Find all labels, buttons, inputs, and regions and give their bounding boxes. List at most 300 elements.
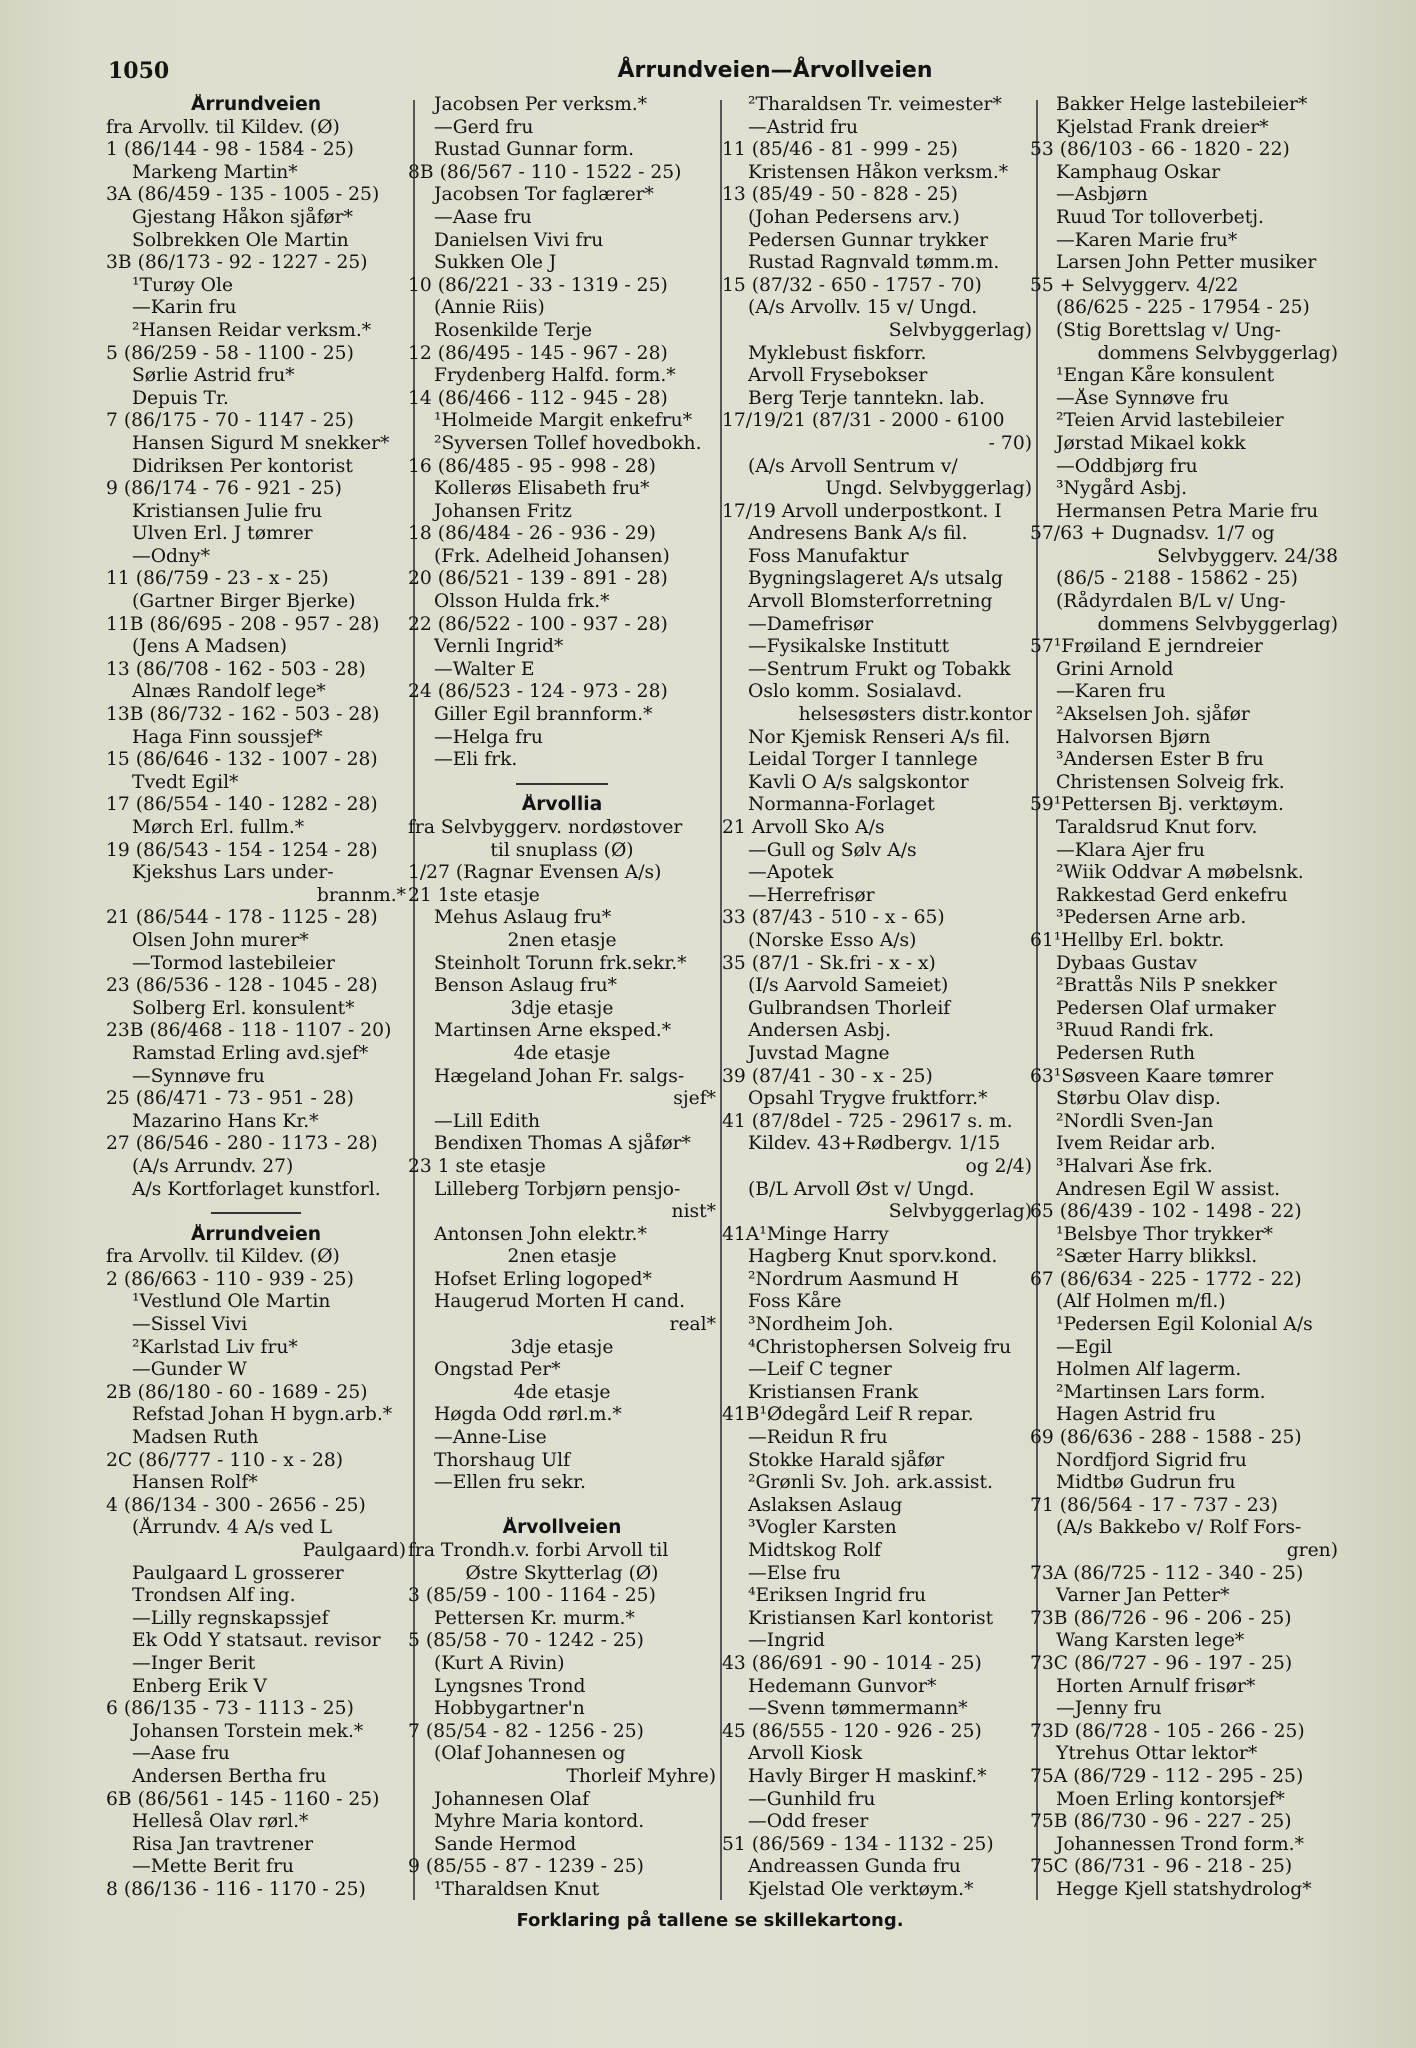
address-line: 75B (86/730 - 96 - 227 - 25) (1030, 1811, 1292, 1833)
entry-line: —Anne-Lise (434, 1427, 547, 1449)
entry-line: Johansen Fritz (434, 500, 572, 522)
entry-line: —Egil (1056, 1336, 1113, 1358)
entry-line: Kjelstad Ole verktøym.* (748, 1878, 974, 1900)
entry-line: —Fysikalske Institutt (748, 636, 950, 658)
entry-line: Danielsen Vivi fru (434, 229, 604, 251)
entry-line: Holmen Alf lagerm. (1056, 1359, 1242, 1381)
entry-line: ¹Pedersen Egil Kolonial A/s (1056, 1314, 1313, 1336)
entry-line: —Herrefrisør (748, 884, 875, 906)
entry-line: Mørch Erl. fullm.* (132, 817, 305, 838)
entry-line: (Norske Esso A/s) (748, 929, 917, 951)
entry-line: Ungd. Selvbyggerlag) (825, 478, 1032, 500)
entry-line: Juvstad Magne (748, 1042, 890, 1064)
address-line: 73D (86/728 - 105 - 266 - 25) (1030, 1720, 1305, 1742)
entry-line: ²Nordrum Aasmund H (748, 1268, 959, 1290)
entry-line: Ytrehus Ottar lektor* (1056, 1743, 1258, 1765)
entry-line: —Synnøve fru (132, 1065, 265, 1087)
entry-line: Pedersen Olaf urmaker (1056, 997, 1276, 1019)
entry-line: —Leif C tegner (748, 1359, 892, 1381)
address-line: 22 (86/522 - 100 - 937 - 28) (408, 613, 668, 635)
entry-line: Stokke Harald sjåfør (748, 1449, 945, 1471)
entry-line: —Asbjørn (1056, 184, 1148, 206)
entry-line: (A/s Arvollv. 15 v/ Ungd. (748, 297, 978, 319)
entry-line: Hedemann Gunvor* (748, 1675, 937, 1697)
entry-line: ¹Turøy Ole (132, 274, 234, 296)
address-line: 11 (85/46 - 81 - 999 - 25) (722, 139, 958, 161)
entry-line: —Astrid fru (748, 116, 858, 138)
entry-line: —Walter E (434, 658, 535, 680)
entry-line: ³Halvari Åse frk. (1056, 1155, 1213, 1177)
address-line: 17/19/21 (87/31 - 2000 - 6100 (722, 410, 1005, 432)
entry-line: —Sissel Vivi (132, 1314, 248, 1336)
street-heading: Årrundveien (190, 1223, 322, 1245)
entry-line: ⁴Christophersen Solveig fru (748, 1336, 1012, 1358)
entry-line: ²Brattås Nils P snekker (1056, 975, 1277, 997)
address-line: 15 (86/646 - 132 - 1007 - 28) (106, 749, 378, 771)
address-line: 9 (85/55 - 87 - 1239 - 25) (408, 1856, 644, 1878)
entry-line: Helleså Olav rørl.* (132, 1811, 309, 1833)
address-line: 65 (86/439 - 102 - 1498 - 22) (1030, 1201, 1302, 1223)
street-heading: Årvollia (521, 794, 603, 816)
entry-line: ²Teien Arvid lastebileier (1056, 410, 1284, 432)
address-line: 3dje etasje (510, 997, 614, 1019)
entry-line: (Rådyrdalen B/L v/ Ung- (1056, 591, 1286, 613)
entry-line: Bendixen Thomas A sjåfør* (434, 1133, 691, 1155)
entry-line: Gjestang Håkon sjåfør* (132, 206, 353, 228)
entry-line: Thorleif Myhre) (566, 1765, 716, 1787)
entry-line: Nordfjord Sigrid fru (1056, 1449, 1247, 1471)
address-line: 57¹Frøiland E jerndreier (1030, 636, 1263, 658)
entry-line: (86/625 - 225 - 17954 - 25) (1056, 297, 1310, 319)
entry-line: Enberg Erik V (132, 1675, 267, 1697)
address-line: 25 (86/471 - 73 - 951 - 28) (106, 1088, 354, 1110)
address-line: 11B (86/695 - 208 - 957 - 28) (106, 613, 380, 635)
entry-line: —Mette Berit fru (132, 1856, 294, 1878)
entry-line: Tvedt Egil* (132, 771, 239, 793)
entry-line: Dybaas Gustav (1056, 952, 1198, 974)
address-line: 2B (86/180 - 60 - 1689 - 25) (106, 1381, 368, 1403)
entry-line: Madsen Ruth (132, 1427, 259, 1449)
address-line: 61¹Hellby Erl. boktr. (1030, 929, 1225, 951)
entry-line: Opsahl Trygve fruktforr.* (748, 1088, 988, 1110)
entry-line: Kjelstad Frank dreier* (1056, 116, 1269, 138)
entry-line: Sande Hermod (434, 1833, 577, 1855)
entry-line: Solbrekken Ole Martin (132, 229, 349, 251)
page-number: 1050 (108, 58, 170, 84)
entry-line: Kjekshus Lars under- (132, 862, 334, 884)
address-line: 57/63 + Dugnadsv. 1/7 og (1030, 523, 1275, 545)
address-line: 13 (85/49 - 50 - 828 - 25) (722, 184, 958, 206)
entry-line: Solberg Erl. konsulent* (132, 997, 355, 1019)
entry-line: Vernli Ingrid* (434, 636, 564, 658)
address-line: 24 (86/523 - 124 - 973 - 28) (408, 681, 668, 703)
entry-line: Johannessen Trond form.* (1056, 1833, 1304, 1855)
entry-line: Paulgaard L grosserer (132, 1562, 344, 1584)
address-line: 6 (86/135 - 73 - 1113 - 25) (106, 1698, 354, 1720)
entry-line: Hofset Erling logoped* (434, 1268, 652, 1290)
entry-line: Normanna-Forlaget (748, 794, 935, 816)
entry-line: ¹Belsbye Thor trykker* (1056, 1223, 1273, 1245)
entry-line: —Gull og Sølv A/s (748, 839, 917, 861)
address-line: 41 (87/8del - 725 - 29617 s. m. (722, 1110, 1013, 1132)
entry-line: Antonsen John elektr.* (434, 1223, 647, 1245)
entry-line: Ulven Erl. J tømrer (132, 523, 313, 545)
address-line: 67 (86/634 - 225 - 1772 - 22) (1030, 1268, 1302, 1290)
address-line: 6B (86/561 - 145 - 1160 - 25) (106, 1788, 380, 1810)
entry-line: (I/s Aarvold Sameiet) (748, 975, 949, 997)
address-line: 55 + Selvyggerv. 4/22 (1030, 274, 1239, 296)
entry-line: Havly Birger H maskinf.* (748, 1765, 987, 1787)
entry-line: Kristensen Håkon verksm.* (748, 161, 1009, 183)
entry-line: Østre Skytterlag (Ø) (465, 1562, 659, 1584)
entry-line: Grini Arnold (1056, 658, 1174, 680)
entry-line: Jacobsen Tor faglærer* (434, 184, 654, 206)
entry-line: ²Karlstad Liv fru* (132, 1336, 298, 1358)
entry-line: Mazarino Hans Kr.* (132, 1110, 319, 1132)
entry-line: Kamphaug Oskar (1056, 161, 1221, 183)
running-header: Årrundveien—Årvollveien (617, 58, 933, 83)
entry-line: Varner Jan Petter* (1056, 1585, 1230, 1607)
address-line: 73B (86/726 - 96 - 206 - 25) (1030, 1607, 1292, 1629)
entry-line: —Gunhild fru (748, 1788, 876, 1810)
address-line: 4 (86/134 - 300 - 2656 - 25) (106, 1494, 366, 1516)
entry-line: Foss Kåre (748, 1291, 842, 1313)
entry-line: Hermansen Petra Marie fru (1056, 500, 1319, 522)
entry-line: (Årrundv. 4 A/s ved L (132, 1517, 332, 1539)
entry-line: Moen Erling kontorsjef* (1056, 1788, 1285, 1810)
entry-line: Lyngsnes Trond (434, 1675, 586, 1697)
street-heading: Årvollveien (502, 1517, 622, 1539)
entry-line: Hagberg Knut sporv.kond. (748, 1246, 998, 1268)
entry-line: Ivem Reidar arb. (1056, 1133, 1216, 1155)
section-divider (408, 772, 716, 795)
entry-line: Andersen Bertha fru (132, 1765, 327, 1787)
entry-line: Benson Aslaug fru* (434, 975, 618, 997)
address-line: 23 (86/536 - 128 - 1045 - 28) (106, 975, 378, 997)
entry-line: (Johan Pedersens arv.) (748, 206, 960, 228)
entry-line: Myhre Maria kontord. (434, 1811, 645, 1833)
address-line: 2nen etasje (507, 929, 617, 951)
entry-line: Refstad Johan H bygn.arb.* (132, 1404, 393, 1426)
entry-line: ³Nygård Asbj. (1056, 478, 1188, 500)
entry-line: ³Nordheim Joh. (748, 1314, 894, 1336)
entry-line: —Karen fru (1056, 681, 1166, 703)
address-line: 45 (86/555 - 120 - 926 - 25) (722, 1720, 982, 1742)
entry-line: ³Ruud Randi frk. (1056, 1020, 1215, 1042)
entry-line: Wang Karsten lege* (1056, 1630, 1245, 1652)
address-line: 73C (86/727 - 96 - 197 - 25) (1030, 1652, 1293, 1674)
address-line: 33 (87/43 - 510 - x - 65) (722, 907, 945, 929)
address-line: 1 (86/144 - 98 - 1584 - 25) (106, 139, 354, 161)
entry-line: Mehus Aslaug fru* (434, 907, 612, 929)
address-line: 39 (87/41 - 30 - x - 25) (722, 1065, 933, 1087)
entry-line: real* (669, 1314, 716, 1336)
entry-line: Larsen John Petter musiker (1056, 252, 1317, 274)
entry-line: —Ingrid (748, 1630, 825, 1652)
entry-line: ²Akselsen Joh. sjåfør (1056, 704, 1250, 726)
entry-line: og 2/4) (965, 1155, 1032, 1177)
entry-line: Midtskog Rolf (748, 1540, 881, 1561)
address-line: 11 (86/759 - 23 - x - 25) (106, 568, 329, 590)
entry-line: Andersen Asbj. (748, 1020, 891, 1042)
address-line: 2 (86/663 - 110 - 939 - 25) (106, 1268, 354, 1290)
address-line: 53 (86/103 - 66 - 1820 - 22) (1030, 139, 1290, 161)
entry-line: Johannesen Olaf (434, 1788, 590, 1810)
entry-line: Paulgaard) (302, 1540, 406, 1561)
entry-line: ³Vogler Karsten (748, 1517, 897, 1539)
entry-line: Hansen Sigurd M snekker* (132, 432, 390, 454)
entry-line: Depuis Tr. (132, 387, 229, 409)
entry-line: —Helga fru (434, 726, 543, 748)
address-line: 20 (86/521 - 139 - 891 - 28) (408, 568, 668, 590)
column-1 (106, 94, 406, 1904)
address-line: 19 (86/543 - 154 - 1254 - 28) (106, 839, 378, 861)
entry-line: Aslaksen Aslaug (748, 1494, 903, 1516)
address-line: 13B (86/732 - 162 - 503 - 28) (106, 704, 380, 726)
entry-line: Sukken Ole J (434, 252, 557, 274)
address-line: 13 (86/708 - 162 - 503 - 28) (106, 658, 366, 680)
entry-line: nist* (671, 1201, 716, 1223)
address-line: 2C (86/777 - 110 - x - 28) (106, 1449, 344, 1471)
entry-line: —Gerd fru (434, 116, 534, 138)
entry-line: ³Andersen Ester B fru (1056, 749, 1264, 771)
entry-line: —Odd freser (748, 1811, 869, 1833)
entry-line: (Olaf Johannesen og (434, 1743, 626, 1765)
entry-line: fra Arvollv. til Kildev. (Ø) (106, 116, 340, 138)
entry-line: Trondsen Alf ing. (132, 1585, 296, 1607)
address-line: 63¹Søsveen Kaare tømrer (1030, 1065, 1274, 1087)
entry-line: Nor Kjemisk Renseri A/s fil. (748, 726, 1011, 748)
address-line: 23 1 ste etasje (408, 1155, 546, 1177)
entry-line: —Aase fru (132, 1743, 230, 1765)
footer-note: Forklaring på tallene se skillekartong. (516, 1910, 904, 1931)
street-heading: Årrundveien (190, 94, 322, 115)
address-line: 10 (86/221 - 33 - 1319 - 25) (408, 274, 668, 296)
entry-line: (Alf Holmen m/fl.) (1056, 1291, 1226, 1313)
entry-line: Olsen John murer* (132, 929, 309, 951)
entry-line: ¹Tharaldsen Knut (434, 1878, 600, 1900)
entry-line: fra Selvbyggerv. nordøstover (408, 817, 683, 838)
entry-line: —Oddbjørg fru (1056, 455, 1198, 477)
address-line: 51 (86/569 - 134 - 1132 - 25) (722, 1833, 994, 1855)
address-line: 3dje etasje (510, 1336, 614, 1358)
entry-line: (A/s Arrundv. 27) (132, 1155, 294, 1177)
entry-line: Steinholt Torunn frk.sekr.* (434, 952, 687, 974)
entry-line: —Eli frk. (434, 749, 518, 771)
column-2 (408, 94, 716, 1904)
entry-line: Taraldsrud Knut forv. (1056, 817, 1258, 838)
entry-line: Arvoll Kiosk (748, 1743, 863, 1765)
entry-line: fra Arvollv. til Kildev. (Ø) (106, 1246, 340, 1268)
entry-line: ²Martinsen Lars form. (1056, 1381, 1266, 1403)
address-line: 16 (86/485 - 95 - 998 - 28) (408, 455, 656, 477)
entry-line: Leidal Torger I tannlege (748, 749, 978, 771)
section-divider (106, 1201, 406, 1224)
entry-line: Hansen Rolf* (132, 1472, 258, 1494)
column-4 (1030, 94, 1338, 1904)
entry-line: Andresens Bank A/s fil. (748, 523, 968, 545)
address-line: 5 (85/58 - 70 - 1242 - 25) (408, 1630, 644, 1652)
entry-line: Hægeland Johan Fr. salgs- (434, 1065, 685, 1087)
address-line: 3A (86/459 - 135 - 1005 - 25) (106, 184, 380, 206)
entry-line: Rosenkilde Terje (434, 319, 593, 341)
entry-line: ¹Holmeide Margit enkefru* (434, 410, 693, 432)
address-line: 59¹Pettersen Bj. verktøym. (1030, 794, 1284, 816)
entry-line: (A/s Arvoll Sentrum v/ (748, 455, 958, 477)
address-line: 2nen etasje (507, 1246, 617, 1268)
entry-line: Selvbyggerlag) (888, 319, 1032, 341)
address-line: 3 (85/59 - 100 - 1164 - 25) (408, 1585, 656, 1607)
entry-line: Ramstad Erling avd.sjef* (132, 1042, 369, 1064)
entry-line: Hobbygartner'n (434, 1698, 585, 1720)
address-line: 14 (86/466 - 112 - 945 - 28) (408, 387, 668, 409)
entry-line: til snuplass (Ø) (490, 839, 634, 861)
entry-line: brannm.* (316, 884, 406, 906)
address-line: 7 (85/54 - 82 - 1256 - 25) (408, 1720, 644, 1742)
entry-line: (Annie Riis) (434, 297, 545, 319)
entry-line: ²Tharaldsen Tr. veimester* (748, 94, 1002, 115)
entry-line: Andresen Egil W assist. (1056, 1178, 1281, 1200)
address-line: 18 (86/484 - 26 - 936 - 29) (408, 523, 656, 545)
entry-line: Pettersen Kr. murm.* (434, 1607, 635, 1629)
entry-line: Kristiansen Frank (748, 1381, 919, 1403)
entry-line: Hegge Kjell statshydrolog* (1056, 1878, 1312, 1900)
entry-line: (Kurt A Rivin) (434, 1652, 565, 1674)
entry-line: Myklebust fiskforr. (748, 342, 927, 364)
entry-line: Giller Egil brannform.* (434, 704, 653, 726)
address-line: 7 (86/175 - 70 - 1147 - 25) (106, 410, 354, 432)
address-line: 41A¹Minge Harry (722, 1223, 889, 1245)
entry-line: Oslo komm. Sosialavd. (748, 681, 963, 703)
address-line: 3B (86/173 - 92 - 1227 - 25) (106, 252, 368, 274)
address-line: 8B (86/567 - 110 - 1522 - 25) (408, 161, 682, 183)
entry-line: ²Wiik Oddvar A møbelsnk. (1056, 862, 1304, 884)
address-line: 75C (86/731 - 96 - 218 - 25) (1030, 1856, 1293, 1878)
entry-line: Rakkestad Gerd enkefru (1056, 884, 1288, 906)
entry-line: —Karen Marie fru* (1056, 229, 1238, 251)
entry-line: Ongstad Per* (434, 1359, 561, 1381)
entry-line: Frydenberg Halfd. form.* (434, 365, 676, 387)
entry-line: Kollerøs Elisabeth fru* (434, 478, 650, 500)
address-line: 41B¹Ødegård Leif R repar. (722, 1404, 974, 1426)
entry-line: Jacobsen Per verksm.* (434, 94, 648, 115)
entry-line: Kavli O A/s salgskontor (748, 771, 969, 793)
entry-line: ³Pedersen Arne arb. (1056, 907, 1247, 929)
entry-line: Haugerud Morten H cand. (434, 1291, 686, 1313)
address-line: 43 (86/691 - 90 - 1014 - 25) (722, 1652, 982, 1674)
entry-line (408, 1495, 716, 1518)
entry-line: —Else fru (748, 1562, 841, 1584)
entry-line: Markeng Martin* (132, 161, 298, 183)
address-line: 73A (86/725 - 112 - 340 - 25) (1030, 1562, 1304, 1584)
entry-line: —Åse Synnøve fru (1056, 387, 1229, 409)
entry-line: Lilleberg Torbjørn pensjo- (434, 1178, 681, 1200)
entry-line: (Jens A Madsen) (132, 636, 288, 658)
entry-line: Kristiansen Julie fru (132, 500, 323, 522)
address-line: 5 (86/259 - 58 - 1100 - 25) (106, 342, 354, 364)
entry-line: Berg Terje tanntekn. lab. (748, 387, 985, 409)
address-line: 75A (86/729 - 112 - 295 - 25) (1030, 1765, 1304, 1787)
entry-line: Midtbø Gudrun fru (1056, 1472, 1236, 1494)
entry-line: Pedersen Ruth (1056, 1042, 1196, 1064)
address-line: 17 (86/554 - 140 - 1282 - 28) (106, 794, 378, 816)
entry-line: Ruud Tor tolloverbetj. (1056, 206, 1264, 228)
entry-line: Bakker Helge lastebileier* (1056, 94, 1308, 115)
address-line: 21 Arvoll Sko A/s (722, 817, 885, 838)
address-line: 15 (87/32 - 650 - 1757 - 70) (722, 274, 982, 296)
entry-line: (B/L Arvoll Øst v/ Ungd. (748, 1178, 975, 1200)
entry-line: Halvorsen Bjørn (1056, 726, 1211, 748)
entry-line: ¹Engan Kåre konsulent (1056, 365, 1275, 387)
entry-line: Størbu Olav disp. (1056, 1088, 1221, 1110)
entry-line: Bygningslageret A/s utsalg (748, 568, 1003, 590)
entry-line: fra Trondh.v. forbi Arvoll til (408, 1540, 669, 1561)
entry-line: (Frk. Adelheid Johansen) (434, 545, 670, 567)
entry-line: —Tormod lastebileier (132, 952, 335, 974)
entry-line: Andreassen Gunda fru (748, 1856, 961, 1878)
address-line: 4de etasje (513, 1042, 611, 1064)
entry-line: Foss Manufaktur (748, 545, 909, 567)
entry-line: Kildev. 43+Rødbergv. 1/15 (748, 1133, 1001, 1155)
entry-line: Høgda Odd rørl.m.* (434, 1404, 622, 1426)
entry-line: sjef* (673, 1088, 716, 1110)
entry-line: —Klara Ajer fru (1056, 839, 1205, 861)
entry-line: Didriksen Per kontorist (132, 455, 353, 477)
entry-line: —Gunder W (132, 1359, 247, 1381)
entry-line: - 70) (988, 432, 1032, 454)
entry-line: —Lill Edith (434, 1110, 541, 1132)
entry-line: ²Grønli Sv. Joh. ark.assist. (748, 1472, 993, 1494)
address-line: 1/27 (Ragnar Evensen A/s) (408, 862, 662, 884)
entry-line: —Karin fru (132, 297, 237, 319)
entry-line: —Jenny fru (1056, 1698, 1162, 1720)
entry-line: Risa Jan travtrener (132, 1833, 313, 1855)
address-line: 21 1ste etasje (408, 884, 540, 906)
entry-line: Rustad Gunnar form. (434, 139, 635, 161)
entry-line: —Sentrum Frukt og Tobakk (748, 658, 1011, 680)
entry-line: —Damefrisør (748, 613, 874, 635)
entry-line: ²Nordli Sven-Jan (1056, 1110, 1214, 1132)
entry-line: Martinsen Arne eksped.* (434, 1020, 672, 1042)
address-line: 4de etasje (513, 1381, 611, 1403)
entry-line: Rustad Ragnvald tømm.m. (748, 252, 1000, 274)
entry-line: Ek Odd Y statsaut. revisor (132, 1630, 381, 1652)
address-line: 8 (86/136 - 116 - 1170 - 25) (106, 1878, 366, 1900)
entry-line: helsesøsters distr.kontor (798, 704, 1032, 726)
entry-line: —Lilly regnskapssjef (132, 1607, 329, 1629)
entry-line: Haga Finn soussjef* (132, 726, 323, 748)
entry-line: dommens Selvbyggerlag) (1097, 613, 1338, 635)
entry-line: Gulbrandsen Thorleif (748, 997, 951, 1019)
entry-line: ²Sæter Harry blikksl. (1056, 1246, 1258, 1268)
entry-line: Pedersen Gunnar trykker (748, 229, 989, 251)
address-line: 12 (86/495 - 145 - 967 - 28) (408, 342, 668, 364)
entry-line: Hagen Astrid fru (1056, 1404, 1216, 1426)
entry-line: dommens Selvbyggerlag) (1097, 342, 1338, 364)
entry-line: —Inger Berit (132, 1652, 256, 1674)
entry-line: ²Hansen Reidar verksm.* (132, 319, 372, 341)
address-line: 71 (86/564 - 17 - 737 - 23) (1030, 1494, 1278, 1516)
entry-line: gren) (1286, 1540, 1338, 1561)
entry-line: A/s Kortforlaget kunstforl. (132, 1178, 381, 1200)
address-line: 27 (86/546 - 280 - 1173 - 28) (106, 1133, 378, 1155)
entry-line: ¹Vestlund Ole Martin (132, 1291, 331, 1313)
entry-line: Selvbyggerlag) (888, 1201, 1032, 1223)
entry-line: Johansen Torstein mek.* (132, 1720, 364, 1742)
entry-line: ⁴Eriksen Ingrid fru (748, 1585, 927, 1607)
entry-line: Kristiansen Karl kontorist (748, 1607, 994, 1629)
entry-line: Arvoll Frysebokser (748, 365, 928, 387)
